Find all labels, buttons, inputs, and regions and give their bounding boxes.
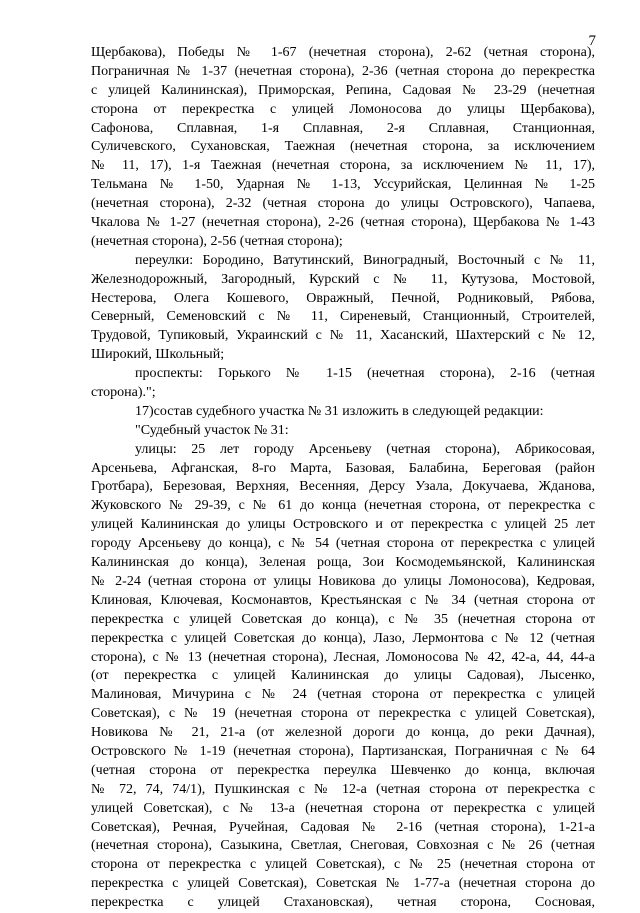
text-line: Трудовой, Тупиковый, Украинский с № 11, Хасанский, Шахтерский с № 12, xyxy=(91,328,595,344)
text-line: № 72, 74, 74/1), Пушкинская с № 12-а (четная сторона от перекрестка с xyxy=(91,781,595,797)
text-line: Северный, Семеновский с № 11, Сиреневый, Станционный, Строителей, xyxy=(91,309,595,325)
text-line: переулки: Бородино, Ватутинский, Виноградный, Восточный с № 11, xyxy=(135,252,595,268)
text-line: Пограничная № 1-37 (нечетная сторона), 2-36 (четная сторона до перекрестка xyxy=(91,63,595,79)
text-line: Новикова № 21, 21-а (от железной дороги до конца, до реки Дачная), xyxy=(91,725,595,741)
text-line: (нечетная сторона), 2-32 (четная сторона до улицы Островского), Чапаева, xyxy=(91,196,595,212)
text-line: Советская), с № 19 (нечетная сторона от перекрестка с улицей Советская), xyxy=(91,706,595,722)
text-line: Калининская до конца), Зеленая роща, Зои Космодемьянской, Калининская xyxy=(91,555,595,571)
text-line: сторона)."; xyxy=(91,385,156,401)
text-line: № 2-24 (четная сторона от улицы Новикова до улицы Ломоносова), Кедровая, xyxy=(91,573,595,589)
text-line: сторона от перекрестка с улицей Ломоносова до улицы Щербакова), xyxy=(91,101,595,117)
text-line: (от перекрестка с улицей Калининская до улицы Садовая), Лысенко, xyxy=(91,668,595,684)
page-number: 7 xyxy=(588,33,596,49)
text-line: Нестерова, Олега Кошевого, Овражный, Печной, Родниковый, Рябова, xyxy=(91,290,595,306)
text-line: перекрестка с улицей Стахановская), четная сторона, Сосновая, xyxy=(91,895,595,911)
text-line: Чкалова № 1-27 (нечетная сторона), 2-26 (четная сторона), Щербакова № 1-43 xyxy=(91,215,595,231)
text-line: Арсеньева, Афганская, 8-го Марта, Базовая, Балабина, Береговая (район xyxy=(91,460,595,476)
text-line: Гротбара), Березовая, Верхняя, Весенняя, Дерсу Узала, Докучаева, Жданова, xyxy=(91,479,595,495)
text-line: проспекты: Горького № 1-15 (нечетная сторона), 2-16 (четная xyxy=(135,366,595,382)
text-line: сторона от перекрестка с улицей Советская), с № 25 (нечетная сторона от xyxy=(91,857,595,873)
text-line: Островского № 1-19 (нечетная сторона), Партизанская, Пограничная с № 64 xyxy=(91,743,595,759)
text-line: перекрестка с улицей Советская до конца), с № 35 (нечетная сторона от xyxy=(91,611,595,627)
text-line: Жуковского № 29-39, с № 61 до конца (нечетная сторона, от перекрестка с xyxy=(91,498,595,514)
text-line: перекрестка с улицей Советская), Советская № 1-77-а (нечетная сторона до xyxy=(91,876,595,892)
text-line: сторона), с № 13 (нечетная сторона), Лесная, Ломоносова № 42, 42-а, 44, 44-а xyxy=(91,649,595,665)
text-line: (четная сторона от перекрестка переулка Шевченко до конца, включая xyxy=(91,762,595,778)
document-body xyxy=(91,44,595,913)
text-line: Железнодорожный, Загородный, Курский с № 11, Кутузова, Мостовой, xyxy=(91,271,595,287)
text-line: Тельмана № 1-50, Ударная № 1-13, Уссурийская, Целинная № 1-25 xyxy=(91,177,595,193)
text-line: Суличевского, Сухановская, Таежная (нечетная сторона, за исключением xyxy=(91,139,595,155)
text-line: Сафонова, Сплавная, 1-я Сплавная, 2-я Сплавная, Станционная, xyxy=(91,120,595,136)
text-line: № 11, 17), 1-я Таежная (нечетная сторона, за исключением № 11, 17), xyxy=(91,158,595,174)
text-line: 17)состав судебного участка № 31 изложить в следующей редакции: xyxy=(135,403,544,419)
text-line: улицей Калининская до улицы Островского и от перекрестка с улицей 25 лет xyxy=(91,517,595,533)
text-line: Широкий, Школьный; xyxy=(91,347,225,363)
text-line: Щербакова), Победы № 1-67 (нечетная сторона), 2-62 (четная сторона), xyxy=(91,45,595,60)
text-line: с улицей Калининская), Приморская, Репина, Садовая № 23-29 (нечетная xyxy=(91,82,595,98)
text-line: (нечетная сторона), 2-56 (четная сторона); xyxy=(91,233,343,249)
text-line: городу Арсеньеву до конца), с № 54 (четная сторона от перекрестка с улицей xyxy=(91,536,595,552)
text-line: улицы: 25 лет городу Арсеньеву (четная сторона), Абрикосовая, xyxy=(135,441,595,457)
text-line: (нечетная сторона), Сазыкина, Светлая, Снеговая, Совхозная с № 26 (четная xyxy=(91,838,595,854)
text-line: перекрестка с улицей Советская до конца), Лазо, Лермонтова с № 12 (четная xyxy=(91,630,595,646)
text-line: Клиновая, Ключевая, Космонавтов, Крестьянская с № 34 (четная сторона от xyxy=(91,592,595,608)
text-line: Советская), Речная, Ручейная, Садовая № 2-16 (четная сторона), 1-21-а xyxy=(91,819,595,835)
text-line: "Судебный участок № 31: xyxy=(135,422,289,438)
text-line: улицей Советская), с № 13-а (нечетная сторона от перекрестка с улицей xyxy=(91,800,595,816)
text-line: Малиновая, Мичурина с № 24 (четная сторона от перекрестка с улицей xyxy=(91,687,595,703)
